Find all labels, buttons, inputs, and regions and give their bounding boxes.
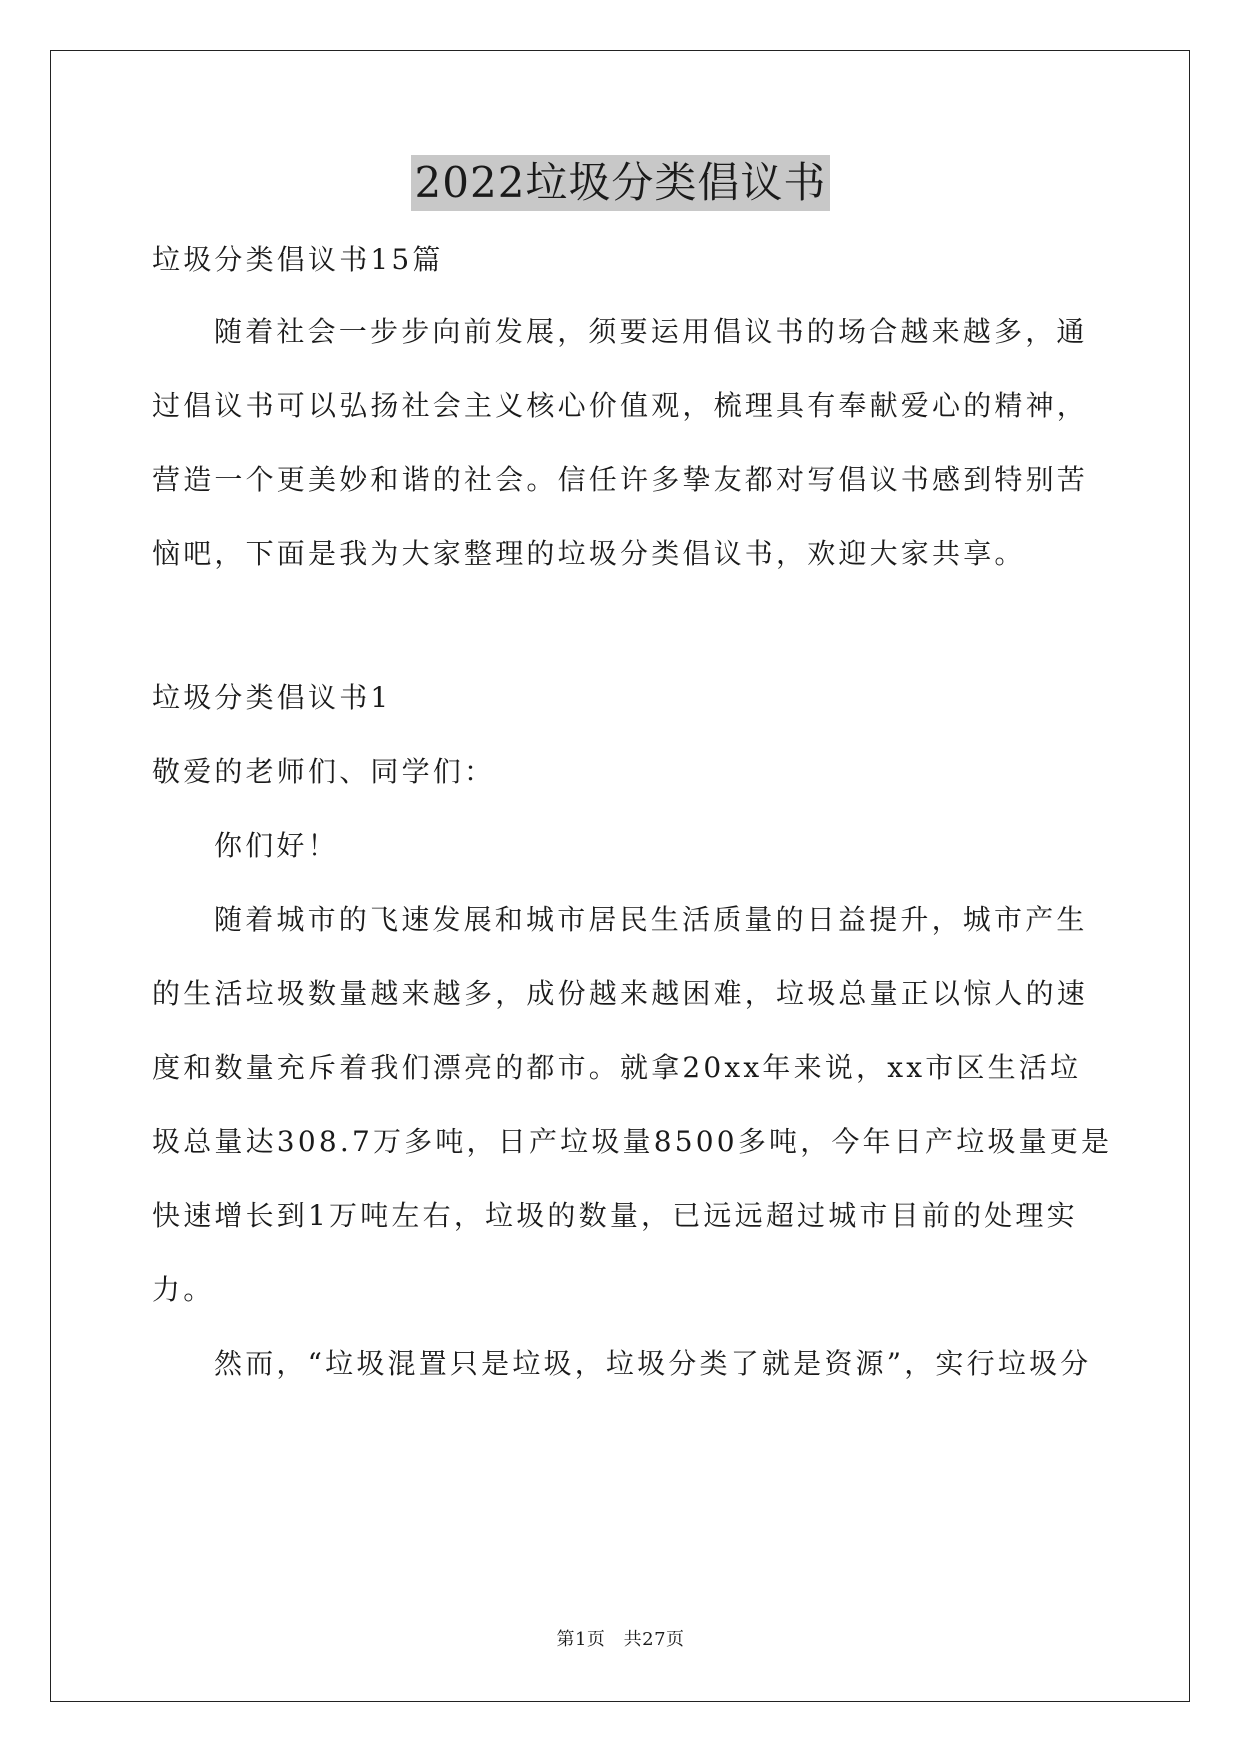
paragraph-line: 的生活垃圾数量越来越多，成份越来越困难，垃圾总量正以惊人的速: [152, 977, 1089, 1010]
paragraph-line: 力。: [152, 1273, 215, 1306]
paragraph-line: 快速增长到1万吨左右，垃圾的数量，已远远超过城市目前的处理实: [152, 1199, 1078, 1232]
paragraph-line: 随着城市的飞速发展和城市居民生活质量的日益提升，城市产生: [214, 903, 1088, 936]
page-footer: [0, 1625, 1241, 1651]
section-heading: 垃圾分类倡议书1: [152, 681, 392, 714]
paragraph-line: 随着社会一步步向前发展，须要运用倡议书的场合越来越多，通: [214, 315, 1088, 348]
paragraph-line: 营造一个更美妙和谐的社会。信任许多挚友都对写倡议书感到特别苦: [152, 463, 1089, 496]
page-border: [50, 50, 1190, 1702]
paragraph-line: 过倡议书可以弘扬社会主义核心价值观，梳理具有奉献爱心的精神，: [152, 389, 1089, 422]
paragraph-line: 圾总量达308.7万多吨，日产垃圾量8500多吨，今年日产垃圾量更是: [152, 1125, 1113, 1158]
page-total: 共27页: [623, 1629, 685, 1650]
title-wrapper: [0, 155, 1241, 211]
page-number: 第1页: [556, 1629, 606, 1650]
greeting-line: 你们好！: [214, 829, 339, 862]
subtitle-line: 垃圾分类倡议书15篇: [152, 243, 444, 276]
paragraph-line: 然而，“垃圾混置只是垃圾，垃圾分类了就是资源”，实行垃圾分: [214, 1347, 1092, 1380]
salutation-line: 敬爱的老师们、同学们：: [152, 755, 496, 788]
paragraph-line: 恼吧，下面是我为大家整理的垃圾分类倡议书，欢迎大家共享。: [152, 537, 1026, 570]
document-title: 2022垃圾分类倡议书: [411, 155, 831, 211]
paragraph-line: 度和数量充斥着我们漂亮的都市。就拿20xx年来说，xx市区生活垃: [152, 1051, 1082, 1084]
